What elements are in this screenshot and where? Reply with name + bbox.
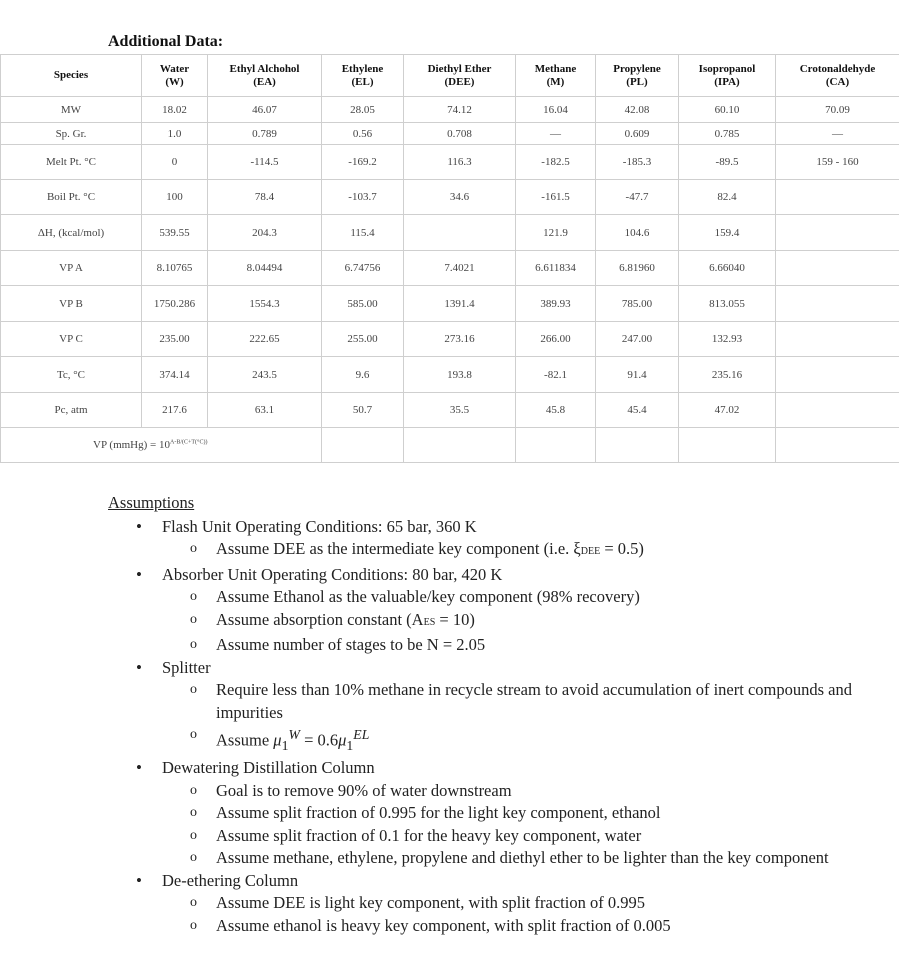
cell <box>679 428 776 463</box>
list-item: o Assume ethanol is heavy key component, with split fraction of 0.005 <box>162 915 868 938</box>
cell: 46.07 <box>208 97 322 123</box>
list-item-splitter: • Splitter o Require less than 10% methane in recycle stream to avoid accumulation of inert compounds and impurities o Assume $\mu_1^W = 0.6\mu_1^{EL}$ <box>108 657 868 758</box>
list-item: o Assume methane, ethylene, propylene and diethyl ether to be lighter than the key component <box>162 847 868 870</box>
cell: 115.4 <box>322 215 404 251</box>
cell: 1391.4 <box>404 286 516 322</box>
cell: 6.66040 <box>679 251 776 286</box>
cell <box>404 215 516 251</box>
cell: 159.4 <box>679 215 776 251</box>
cell: 193.8 <box>404 357 516 393</box>
list-item: o Assume Ethanol as the valuable/key component (98% recovery) <box>162 586 868 609</box>
list-item: o Assume DEE is light key component, with split fraction of 0.995 <box>162 892 868 915</box>
cell: — <box>516 123 596 145</box>
cell <box>776 322 899 357</box>
table-row-formula <box>1 428 899 463</box>
cell: 217.6 <box>142 393 208 428</box>
cell: 6.611834 <box>516 251 596 286</box>
cell: 104.6 <box>596 215 679 251</box>
cell: 0.56 <box>322 123 404 145</box>
table-row <box>1 215 899 251</box>
table-header-row <box>1 55 899 97</box>
cell: 585.00 <box>322 286 404 322</box>
cell: 0.708 <box>404 123 516 145</box>
cell: 235.16 <box>679 357 776 393</box>
row-label: ΔH, (kcal/mol) <box>1 215 142 251</box>
cell: 34.6 <box>404 180 516 215</box>
cell: -169.2 <box>322 145 404 180</box>
assumptions-section <box>108 492 868 937</box>
cell: 45.8 <box>516 393 596 428</box>
cell: 0.785 <box>679 123 776 145</box>
table-row <box>1 357 899 393</box>
cell: 159 - 160 <box>776 145 899 180</box>
cell <box>776 357 899 393</box>
header-propylene: Propylene (PL) <box>596 55 679 97</box>
table-row <box>1 123 899 145</box>
list-item: o Goal is to remove 90% of water downstream <box>162 780 868 803</box>
cell: 116.3 <box>404 145 516 180</box>
cell: -114.5 <box>208 145 322 180</box>
cell: 813.055 <box>679 286 776 322</box>
header-methane: Methane (M) <box>516 55 596 97</box>
cell: 1750.286 <box>142 286 208 322</box>
cell: 9.6 <box>322 357 404 393</box>
cell <box>776 393 899 428</box>
cell: 121.9 <box>516 215 596 251</box>
cell: 100 <box>142 180 208 215</box>
cell: 78.4 <box>208 180 322 215</box>
list-item: o Assume number of stages to be N = 2.05 <box>162 634 868 657</box>
cell: 42.08 <box>596 97 679 123</box>
cell <box>516 428 596 463</box>
table-row <box>1 97 899 123</box>
cell: 45.4 <box>596 393 679 428</box>
cell: 266.00 <box>516 322 596 357</box>
cell: -182.5 <box>516 145 596 180</box>
cell: 47.02 <box>679 393 776 428</box>
cell <box>776 215 899 251</box>
cell: 539.55 <box>142 215 208 251</box>
cell: 247.00 <box>596 322 679 357</box>
cell: -82.1 <box>516 357 596 393</box>
row-label: VP C <box>1 322 142 357</box>
row-label: VP A <box>1 251 142 286</box>
cell <box>596 428 679 463</box>
cell: — <box>776 123 899 145</box>
list-item: o Require less than 10% methane in recycle stream to avoid accumulation of inert compounds and impurities <box>162 679 868 724</box>
row-label: Tc, °C <box>1 357 142 393</box>
list-item: o Assume absorption constant (AES = 10) <box>162 609 868 635</box>
row-label: VP B <box>1 286 142 322</box>
cell: 243.5 <box>208 357 322 393</box>
row-label: Pc, atm <box>1 393 142 428</box>
table-row <box>1 145 899 180</box>
table-row <box>1 251 899 286</box>
list-item-absorber: • Absorber Unit Operating Conditions: 80 bar, 420 K o Assume Ethanol as the valuable/key component (98% recovery) o Assume absorption constant (AES = 10) o Assume number of stages to be N = 2.05 <box>108 564 868 657</box>
vp-formula: VP (mmHg) = $10^{A-B/(C+T(^\circ C))}$ <box>1 428 322 463</box>
cell: 50.7 <box>322 393 404 428</box>
cell: 7.4021 <box>404 251 516 286</box>
row-label: Melt Pt. °C <box>1 145 142 180</box>
section-title: Additional Data: <box>108 33 224 50</box>
cell: -47.7 <box>596 180 679 215</box>
cell <box>776 180 899 215</box>
table-row <box>1 286 899 322</box>
cell <box>776 428 899 463</box>
row-label: Boil Pt. °C <box>1 180 142 215</box>
cell: 374.14 <box>142 357 208 393</box>
cell: 1.0 <box>142 123 208 145</box>
cell: 0 <box>142 145 208 180</box>
assumptions-list <box>108 516 868 938</box>
cell: 8.04494 <box>208 251 322 286</box>
list-item-deethering: • De-ethering Column o Assume DEE is light key component, with split fraction of 0.995 o Assume ethanol is heavy key component, with split fraction of 0.005 <box>108 870 868 938</box>
species-data-table <box>0 54 899 463</box>
cell: -161.5 <box>516 180 596 215</box>
header-ethyl-alcohol: Ethyl Alchohol (EA) <box>208 55 322 97</box>
cell: 0.609 <box>596 123 679 145</box>
cell: 63.1 <box>208 393 322 428</box>
cell: 8.10765 <box>142 251 208 286</box>
header-water: Water (W) <box>142 55 208 97</box>
cell: 60.10 <box>679 97 776 123</box>
cell: 6.81960 <box>596 251 679 286</box>
cell: 82.4 <box>679 180 776 215</box>
table-row <box>1 322 899 357</box>
cell: 1554.3 <box>208 286 322 322</box>
cell: 0.789 <box>208 123 322 145</box>
cell: 18.02 <box>142 97 208 123</box>
cell <box>776 286 899 322</box>
cell <box>776 251 899 286</box>
header-crotonaldehyde: Crotonaldehyde (CA) <box>776 55 899 97</box>
header-diethyl-ether: Diethyl Ether (DEE) <box>404 55 516 97</box>
cell: 28.05 <box>322 97 404 123</box>
cell: 16.04 <box>516 97 596 123</box>
cell: 222.65 <box>208 322 322 357</box>
cell: -89.5 <box>679 145 776 180</box>
list-item: o Assume DEE as the intermediate key component (i.e. ξDEE = 0.5) <box>162 538 868 564</box>
assumptions-title: Assumptions <box>108 493 195 512</box>
list-item-dewatering: • Dewatering Distillation Column o Goal is to remove 90% of water downstream o Assume split fraction of 0.995 for the light key component, ethanol o Assume split fraction of 0.1 for the heavy key component, water o Assume methane, ethylene, propylene and diethyl ether to be lighter than the key component <box>108 757 868 870</box>
cell <box>404 428 516 463</box>
list-item: o Assume split fraction of 0.1 for the heavy key component, water <box>162 825 868 848</box>
list-item: o Assume split fraction of 0.995 for the light key component, ethanol <box>162 802 868 825</box>
cell: 35.5 <box>404 393 516 428</box>
cell: 74.12 <box>404 97 516 123</box>
table-row <box>1 393 899 428</box>
header-isopropanol: Isopropanol (IPA) <box>679 55 776 97</box>
cell: 785.00 <box>596 286 679 322</box>
cell: -185.3 <box>596 145 679 180</box>
header-ethylene: Ethylene (EL) <box>322 55 404 97</box>
cell: 132.93 <box>679 322 776 357</box>
cell: 255.00 <box>322 322 404 357</box>
cell: 6.74756 <box>322 251 404 286</box>
table-row <box>1 180 899 215</box>
list-item-flash: • Flash Unit Operating Conditions: 65 bar, 360 K o Assume DEE as the intermediate key component (i.e. ξDEE = 0.5) <box>108 516 868 564</box>
cell: 389.93 <box>516 286 596 322</box>
cell: 91.4 <box>596 357 679 393</box>
cell: 235.00 <box>142 322 208 357</box>
cell: 204.3 <box>208 215 322 251</box>
cell <box>322 428 404 463</box>
header-species: Species <box>1 55 142 97</box>
row-label: Sp. Gr. <box>1 123 142 145</box>
list-item-equation: o Assume $\mu_1^W = 0.6\mu_1^{EL}$ <box>162 724 868 757</box>
cell: 70.09 <box>776 97 899 123</box>
cell: 273.16 <box>404 322 516 357</box>
row-label: MW <box>1 97 142 123</box>
cell: -103.7 <box>322 180 404 215</box>
